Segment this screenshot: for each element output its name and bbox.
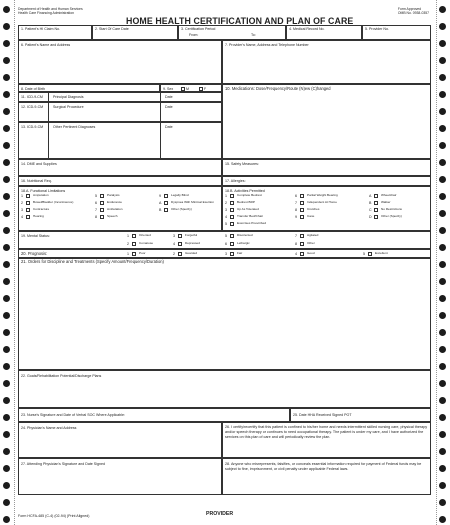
- surgical-procedure-label: Surgical Procedure: [53, 104, 84, 109]
- omb-number: OMB No. 0938-0357: [397, 10, 429, 15]
- tractor-hole: [3, 346, 10, 353]
- option-code: 7: [295, 234, 297, 238]
- right-tractor-edge: [436, 0, 450, 525]
- option-label: Agitated: [307, 233, 319, 238]
- patient-name-label: 6. Patient's Name and Address: [21, 43, 71, 47]
- option-code: 2: [127, 242, 129, 246]
- tractor-hole: [3, 74, 10, 81]
- tractor-hole: [439, 516, 446, 523]
- option-label: Wheelchair: [381, 193, 397, 198]
- option-code: 5: [225, 234, 227, 238]
- dme-supplies-field[interactable]: [18, 159, 222, 176]
- option-code: 1: [127, 234, 129, 238]
- safety-measures-field[interactable]: [222, 159, 431, 176]
- left-perforation: [14, 0, 15, 525]
- start-of-care-label: 2. Start Of Care Date: [95, 27, 129, 31]
- medications-label: 10. Medications: Dose/Frequency/Route (N)ew (C)hanged: [225, 86, 331, 91]
- tractor-hole: [3, 312, 10, 319]
- option-checkbox[interactable]: [164, 208, 168, 212]
- option-label: Partial Weight Bearing: [307, 193, 338, 198]
- option-code: 6: [295, 194, 297, 198]
- copy-designation: PROVIDER: [206, 511, 234, 518]
- option-checkbox[interactable]: [26, 201, 30, 205]
- tractor-hole: [439, 108, 446, 115]
- option-label: Hearing: [33, 214, 44, 219]
- option-code: A: [159, 201, 162, 205]
- tractor-hole: [3, 499, 10, 506]
- option-label: Other (Specify): [381, 214, 402, 219]
- icd-label-12: 12. ICD-9-CM: [21, 104, 44, 109]
- activities-permitted-section: [222, 186, 431, 231]
- prognosis-section: [18, 249, 431, 258]
- tractor-hole: [3, 380, 10, 387]
- claim-no-field[interactable]: [18, 25, 92, 40]
- option-label: Oriented: [139, 233, 151, 238]
- tractor-hole: [3, 278, 10, 285]
- tractor-hole: [3, 227, 10, 234]
- tractor-hole: [439, 414, 446, 421]
- option-checkbox[interactable]: [300, 201, 304, 205]
- option-label: Comatose: [139, 241, 154, 246]
- tractor-hole: [439, 346, 446, 353]
- tractor-hole: [3, 108, 10, 115]
- icd-label-13: 13. ICD-9-CM: [21, 125, 44, 129]
- option-checkbox[interactable]: [132, 234, 136, 238]
- option-label: Walker: [381, 200, 391, 205]
- option-checkbox[interactable]: [300, 194, 304, 198]
- option-label: Complete Bedrest: [237, 193, 262, 198]
- tractor-hole: [439, 482, 446, 489]
- option-label: Other: [307, 241, 315, 246]
- provider-no-label: 5. Provider No.: [365, 27, 389, 31]
- tractor-hole: [3, 23, 10, 30]
- option-label: Legally Blind: [171, 193, 189, 198]
- option-checkbox[interactable]: [230, 194, 234, 198]
- safety-measures-label: 15. Safety Measures:: [225, 162, 259, 166]
- option-checkbox[interactable]: [230, 208, 234, 212]
- tractor-hole: [439, 125, 446, 132]
- option-checkbox[interactable]: [164, 194, 168, 198]
- tractor-hole: [3, 448, 10, 455]
- provider-name-field[interactable]: [222, 40, 431, 84]
- agency-header: [18, 8, 83, 16]
- option-code: 2: [21, 201, 23, 205]
- nurse-signature-field[interactable]: [18, 408, 290, 422]
- option-code: C: [369, 208, 372, 212]
- sex-m-checkbox[interactable]: [181, 87, 185, 91]
- option-code: 4: [225, 215, 227, 219]
- option-label: Transfer Bed/Chair: [237, 214, 264, 219]
- other-diagnoses-label: Other Pertinent Diagnoses: [53, 125, 96, 129]
- option-checkbox[interactable]: [132, 242, 136, 246]
- option-checkbox[interactable]: [26, 194, 30, 198]
- tractor-hole: [439, 295, 446, 302]
- dob-label: 8. Date of Birth: [21, 86, 45, 91]
- surgical-date-label: Date: [165, 104, 173, 109]
- icd-column-divider: [48, 92, 49, 159]
- tractor-hole: [3, 159, 10, 166]
- option-label: Up As Tolerated: [237, 207, 259, 212]
- department-line: Department of Health and Human Services: [18, 7, 83, 11]
- option-label: Excellent: [375, 251, 388, 256]
- tractor-hole: [439, 6, 446, 13]
- date-column-divider: [160, 92, 161, 159]
- option-checkbox[interactable]: [230, 201, 234, 205]
- option-code: 8: [95, 215, 97, 219]
- physician-name-label: 24. Physician's Name and Address: [21, 426, 77, 430]
- option-checkbox[interactable]: [374, 201, 378, 205]
- tractor-hole: [3, 329, 10, 336]
- option-code: 6: [95, 201, 97, 205]
- nurse-signature-label: 23. Nurse's Signature and Date of Verbal SOC Where Applicable:: [21, 413, 125, 417]
- activities-permitted-label: 18.B. Activities Permitted: [225, 188, 265, 193]
- tractor-hole: [439, 431, 446, 438]
- option-label: Good: [307, 251, 315, 256]
- tractor-hole: [439, 380, 446, 387]
- option-checkbox[interactable]: [100, 194, 104, 198]
- tractor-hole: [3, 193, 10, 200]
- option-checkbox[interactable]: [230, 215, 234, 219]
- tractor-hole: [3, 40, 10, 47]
- option-checkbox[interactable]: [300, 208, 304, 212]
- option-checkbox[interactable]: [230, 222, 234, 226]
- tractor-hole: [3, 295, 10, 302]
- option-checkbox[interactable]: [374, 194, 378, 198]
- option-checkbox[interactable]: [230, 252, 234, 256]
- option-checkbox[interactable]: [178, 234, 182, 238]
- option-code: 6: [225, 242, 227, 246]
- option-label: Bedrest BRP: [237, 200, 255, 205]
- dob-field[interactable]: [18, 84, 160, 92]
- orders-field[interactable]: [18, 258, 431, 370]
- tractor-hole: [439, 499, 446, 506]
- tractor-hole: [439, 227, 446, 234]
- provider-name-label: 7. Provider's Name, Address and Telephone Number: [225, 43, 309, 47]
- agency-line: Health Care Financing Administration: [18, 10, 74, 15]
- penalty-text: 28. Anyone who misrepresents, falsifies, or conceals essential information required for payment of Federal funds may be subject to fine, imprisonment, or civil penalty under applicable Federal laws.: [225, 462, 422, 471]
- option-checkbox[interactable]: [132, 252, 136, 256]
- option-checkbox[interactable]: [374, 208, 378, 212]
- option-code: 4: [173, 242, 175, 246]
- option-checkbox[interactable]: [100, 201, 104, 205]
- tractor-hole: [3, 244, 10, 251]
- hha-received-field[interactable]: [290, 408, 431, 422]
- option-label: No Restrictions: [381, 207, 402, 212]
- penalty-statement: [222, 458, 431, 495]
- option-checkbox[interactable]: [178, 252, 182, 256]
- option-checkbox[interactable]: [26, 208, 30, 212]
- tractor-hole: [439, 159, 446, 166]
- option-code: 9: [295, 215, 297, 219]
- mental-status-label: 19. Mental Status:: [21, 234, 50, 238]
- tractor-hole: [439, 278, 446, 285]
- option-label: Contracture: [33, 207, 50, 212]
- tractor-hole: [439, 363, 446, 370]
- tractor-hole: [439, 465, 446, 472]
- option-label: Other (Specify): [171, 207, 192, 212]
- option-checkbox[interactable]: [178, 242, 182, 246]
- tractor-hole: [439, 312, 446, 319]
- tractor-hole: [3, 57, 10, 64]
- medications-field[interactable]: [222, 84, 431, 159]
- option-label: Endurance: [107, 200, 122, 205]
- principal-date-label: Date: [165, 94, 173, 99]
- certification-text: 26. I certify/recertify that this patient is confined to his/her home and needs intermittent skilled nursing care, physical therapy and/or speech therapy or continues to need occupational therapy. The patient is under my care, and I have authorized the services on this plan of care and will periodically review the plan.: [225, 425, 428, 439]
- tractor-hole: [439, 261, 446, 268]
- option-code: 8: [295, 208, 297, 212]
- option-checkbox[interactable]: [300, 252, 304, 256]
- option-label: Lethargic: [237, 241, 250, 246]
- option-label: Amputation: [33, 193, 49, 198]
- option-code: B: [369, 201, 372, 205]
- nutritional-field[interactable]: [18, 176, 222, 186]
- tractor-hole: [3, 482, 10, 489]
- tractor-hole: [3, 176, 10, 183]
- sex-m-label: M: [186, 86, 189, 91]
- option-code: 4: [21, 215, 23, 219]
- sex-f-checkbox[interactable]: [199, 87, 203, 91]
- sex-f-label: F: [204, 86, 207, 91]
- patient-name-field[interactable]: [18, 40, 222, 84]
- cert-to-label: To:: [251, 33, 256, 37]
- option-label: Depressed: [185, 241, 200, 246]
- tractor-hole: [439, 210, 446, 217]
- tractor-hole: [439, 142, 446, 149]
- option-code: 1: [21, 194, 23, 198]
- prognosis-label: 20. Prognosis:: [21, 250, 48, 256]
- cms-485-form: [18, 8, 431, 518]
- option-code: 5: [225, 222, 227, 226]
- tractor-hole: [439, 40, 446, 47]
- tractor-hole: [439, 397, 446, 404]
- tractor-hole: [3, 142, 10, 149]
- option-checkbox[interactable]: [164, 201, 168, 205]
- option-checkbox[interactable]: [300, 234, 304, 238]
- option-label: Cane: [307, 214, 315, 219]
- option-code: 2: [225, 201, 227, 205]
- option-code: 1: [127, 252, 129, 256]
- tractor-hole: [3, 431, 10, 438]
- claim-no-label: 1. Patient's HI Claim No.: [21, 27, 61, 31]
- tractor-hole: [3, 6, 10, 13]
- option-code: 7: [95, 208, 97, 212]
- tractor-hole: [3, 91, 10, 98]
- tractor-hole: [439, 176, 446, 183]
- option-label: Guarded: [185, 251, 198, 256]
- goals-label: 22. Goals/Rehabilitation Potential/Discharge Plans: [21, 374, 102, 378]
- option-checkbox[interactable]: [374, 215, 378, 219]
- tractor-hole: [3, 210, 10, 217]
- tractor-hole: [439, 193, 446, 200]
- cert-period-field[interactable]: [178, 25, 286, 40]
- option-code: 8: [295, 242, 297, 246]
- tractor-hole: [3, 465, 10, 472]
- tractor-hole: [3, 414, 10, 421]
- allergies-field[interactable]: [222, 176, 431, 186]
- allergies-label: 17. Allergies:: [225, 179, 246, 183]
- tractor-hole: [439, 74, 446, 81]
- option-code: 3: [225, 208, 227, 212]
- option-code: 2: [173, 252, 175, 256]
- mental-status-section: [18, 231, 431, 249]
- option-code: D: [369, 215, 372, 219]
- form-title: HOME HEALTH CERTIFICATION AND PLAN OF CARE: [126, 16, 354, 26]
- tractor-hole: [3, 261, 10, 268]
- sex-field: [160, 84, 222, 92]
- option-label: Exercises Prescribed: [237, 221, 267, 226]
- goals-field[interactable]: [18, 370, 431, 408]
- option-label: Forgetful: [185, 233, 198, 238]
- orders-label: 21. Orders for Discipline and Treatments (Specify Amount/Frequency/Duration): [21, 259, 164, 264]
- option-label: Disoriented: [237, 233, 253, 238]
- tractor-hole: [3, 363, 10, 370]
- icd-label-11: 11. ICD-9-CM: [21, 94, 43, 99]
- option-code: 3: [225, 252, 227, 256]
- tractor-hole: [439, 244, 446, 251]
- functional-limitations-section: [18, 186, 222, 231]
- option-checkbox[interactable]: [368, 252, 372, 256]
- physician-name-field[interactable]: [18, 422, 222, 458]
- tractor-hole: [3, 397, 10, 404]
- option-code: 3: [173, 234, 175, 238]
- option-checkbox[interactable]: [230, 234, 234, 238]
- medical-record-label: 4. Medical Record No.: [289, 27, 325, 31]
- tractor-hole: [3, 125, 10, 132]
- omb-approval: [398, 8, 429, 16]
- option-label: Crutches: [307, 207, 320, 212]
- hha-received-label: 25. Date HHA Received Signed POT: [293, 413, 352, 417]
- attending-physician-field[interactable]: [18, 458, 222, 495]
- tractor-hole: [439, 23, 446, 30]
- option-label: Fair: [237, 251, 243, 256]
- tractor-hole: [3, 516, 10, 523]
- tractor-hole: [439, 57, 446, 64]
- principal-diagnosis-label: Principal Diagnosis: [53, 94, 84, 99]
- sex-label: 9. Sex: [163, 86, 174, 91]
- option-checkbox[interactable]: [100, 208, 104, 212]
- dme-supplies-label: 14. DME and Supplies: [21, 162, 57, 166]
- start-of-care-field[interactable]: [92, 25, 178, 40]
- option-code: 5: [363, 252, 365, 256]
- form-approved-text: Form Approved: [397, 7, 422, 11]
- option-checkbox[interactable]: [300, 242, 304, 246]
- option-checkbox[interactable]: [26, 215, 30, 219]
- medical-record-field[interactable]: [286, 25, 362, 40]
- cert-from-label: From:: [189, 33, 199, 37]
- option-code: 5: [95, 194, 97, 198]
- option-label: Dyspnea With Minimal Exertion: [171, 200, 214, 205]
- functional-limitations-label: 18.A. Functional Limitations: [21, 188, 66, 193]
- option-label: Paralysis: [107, 193, 120, 198]
- certification-statement: [222, 422, 431, 458]
- option-code: A: [369, 194, 372, 198]
- option-label: Independent At Home: [307, 200, 337, 205]
- nutritional-label: 16. Nutritional Req.: [21, 179, 52, 183]
- right-perforation: [436, 0, 437, 525]
- option-label: Speech: [107, 214, 118, 219]
- option-code: 7: [295, 201, 297, 205]
- tractor-hole: [439, 329, 446, 336]
- other-date-label: Date: [165, 125, 173, 129]
- option-checkbox[interactable]: [100, 215, 104, 219]
- tractor-hole: [439, 448, 446, 455]
- option-code: 1: [225, 194, 227, 198]
- left-tractor-edge: [0, 0, 14, 525]
- option-label: Poor: [139, 251, 146, 256]
- form-number: Form HCFA-485 (C-4) (02-94) (Print Aligned): [18, 513, 90, 518]
- cert-period-label: 3. Certification Period: [181, 27, 216, 31]
- option-code: 4: [295, 252, 297, 256]
- option-label: Ambulation: [107, 207, 123, 212]
- option-code: 9: [159, 194, 161, 198]
- attending-physician-label: 27. Attending Physician's Signature and Date Signed: [21, 462, 105, 466]
- tractor-hole: [439, 91, 446, 98]
- option-code: B: [159, 208, 162, 212]
- option-checkbox[interactable]: [230, 242, 234, 246]
- provider-no-field[interactable]: [362, 25, 431, 40]
- option-checkbox[interactable]: [300, 215, 304, 219]
- option-label: Bowel/Bladder (Incontinence): [33, 200, 74, 205]
- option-code: 3: [21, 208, 23, 212]
